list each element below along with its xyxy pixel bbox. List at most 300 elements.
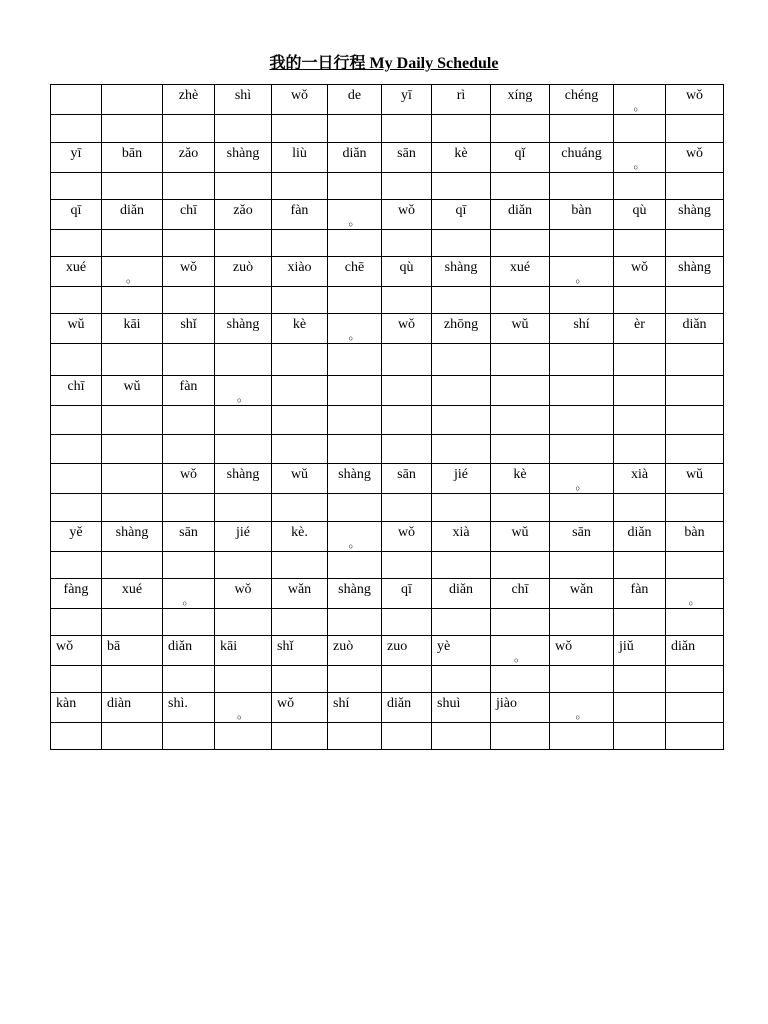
pinyin-syllable: chéng bbox=[564, 88, 599, 103]
pinyin-cell bbox=[215, 522, 272, 552]
pinyin-syllable: shí bbox=[573, 317, 590, 332]
pinyin-cell bbox=[491, 257, 550, 287]
pinyin-cell bbox=[163, 143, 215, 173]
pinyin-row bbox=[51, 200, 724, 230]
writing-cell bbox=[163, 435, 215, 464]
pinyin-cell bbox=[328, 376, 382, 406]
writing-cell bbox=[328, 609, 382, 636]
writing-cell bbox=[550, 552, 614, 579]
pinyin-cell bbox=[272, 579, 328, 609]
pinyin-cell bbox=[272, 314, 328, 344]
writing-cell bbox=[550, 435, 614, 464]
blank-row bbox=[51, 287, 724, 314]
pinyin-cell bbox=[272, 376, 328, 406]
pinyin-cell bbox=[163, 85, 215, 115]
writing-cell bbox=[328, 552, 382, 579]
pinyin-cell bbox=[102, 85, 163, 115]
pinyin-syllable: wǒ bbox=[685, 88, 704, 103]
pinyin-syllable: yě bbox=[69, 525, 83, 540]
pinyin-syllable: rì bbox=[456, 88, 466, 103]
pinyin-syllable bbox=[550, 376, 613, 379]
writing-cell bbox=[272, 723, 328, 750]
writing-cell bbox=[51, 609, 102, 636]
pinyin-syllable: fàn bbox=[290, 203, 309, 218]
writing-cell bbox=[550, 723, 614, 750]
pinyin-cell bbox=[432, 143, 491, 173]
pinyin-syllable: zuo bbox=[387, 639, 408, 654]
pinyin-cell bbox=[102, 636, 163, 666]
pinyin-cell bbox=[491, 376, 550, 406]
writing-cell bbox=[102, 666, 163, 693]
pinyin-cell bbox=[51, 693, 102, 723]
writing-cell bbox=[272, 406, 328, 435]
pinyin-syllable: wǔ bbox=[511, 525, 529, 540]
pinyin-syllable: jiǔ bbox=[619, 639, 634, 654]
blank-row bbox=[51, 435, 724, 464]
pinyin-cell bbox=[102, 376, 163, 406]
writing-cell bbox=[666, 435, 724, 464]
writing-cell bbox=[432, 287, 491, 314]
writing-cell bbox=[272, 552, 328, 579]
writing-cell bbox=[550, 344, 614, 376]
full-stop: 。 bbox=[513, 650, 526, 664]
writing-cell bbox=[491, 344, 550, 376]
writing-cell bbox=[102, 494, 163, 522]
pinyin-cell bbox=[215, 257, 272, 287]
writing-cell bbox=[215, 115, 272, 143]
writing-cell bbox=[272, 287, 328, 314]
pinyin-cell bbox=[550, 85, 614, 115]
pinyin-syllable: diàn bbox=[107, 696, 132, 711]
writing-cell bbox=[491, 609, 550, 636]
pinyin-syllable: diǎn bbox=[507, 203, 533, 218]
writing-cell bbox=[432, 173, 491, 200]
pinyin-syllable: shuì bbox=[437, 696, 461, 711]
writing-cell bbox=[382, 344, 432, 376]
pinyin-cell bbox=[550, 693, 614, 723]
writing-cell bbox=[432, 406, 491, 435]
blank-row bbox=[51, 406, 724, 435]
writing-cell bbox=[666, 287, 724, 314]
pinyin-syllable: de bbox=[347, 88, 362, 103]
pinyin-row bbox=[51, 314, 724, 344]
writing-cell bbox=[163, 666, 215, 693]
pinyin-syllable bbox=[51, 85, 101, 88]
pinyin-syllable: shàng bbox=[226, 146, 260, 161]
writing-cell bbox=[382, 723, 432, 750]
writing-cell bbox=[163, 344, 215, 376]
pinyin-cell bbox=[491, 314, 550, 344]
pinyin-syllable bbox=[102, 85, 162, 88]
pinyin-syllable: wǒ bbox=[234, 582, 252, 597]
pinyin-cell bbox=[382, 464, 432, 494]
pinyin-syllable: wǎn bbox=[569, 582, 594, 597]
pinyin-syllable bbox=[432, 376, 490, 379]
writing-cell bbox=[163, 230, 215, 257]
pinyin-syllable: kè. bbox=[291, 525, 308, 540]
blank-row bbox=[51, 173, 724, 200]
writing-cell bbox=[491, 494, 550, 522]
pinyin-syllable: shàng bbox=[444, 260, 478, 275]
pinyin-syllable: shàng bbox=[338, 582, 371, 597]
pinyin-cell bbox=[102, 143, 163, 173]
writing-cell bbox=[382, 494, 432, 522]
pinyin-syllable: wǔ bbox=[685, 467, 704, 482]
writing-cell bbox=[382, 287, 432, 314]
pinyin-cell bbox=[163, 579, 215, 609]
pinyin-syllable: diǎn bbox=[387, 696, 412, 711]
pinyin-syllable: shàng bbox=[678, 203, 711, 218]
writing-cell bbox=[163, 723, 215, 750]
pinyin-syllable: sān bbox=[572, 525, 591, 540]
writing-cell bbox=[491, 173, 550, 200]
blank-row bbox=[51, 494, 724, 522]
pinyin-syllable: sān bbox=[397, 467, 416, 482]
writing-cell bbox=[272, 115, 328, 143]
pinyin-cell bbox=[491, 579, 550, 609]
pinyin-cell bbox=[382, 200, 432, 230]
pinyin-syllable: qī bbox=[401, 582, 412, 597]
writing-cell bbox=[666, 552, 724, 579]
pinyin-syllable: wǔ bbox=[123, 379, 141, 394]
writing-cell bbox=[51, 230, 102, 257]
pinyin-cell bbox=[666, 693, 724, 723]
pinyin-syllable: shí bbox=[333, 696, 350, 711]
writing-cell bbox=[491, 406, 550, 435]
pinyin-cell bbox=[328, 522, 382, 552]
pinyin-syllable: èr bbox=[634, 317, 645, 332]
pinyin-syllable: zuò bbox=[333, 639, 354, 654]
pinyin-cell bbox=[550, 257, 614, 287]
writing-cell bbox=[382, 552, 432, 579]
pinyin-cell bbox=[102, 314, 163, 344]
pinyin-cell bbox=[382, 693, 432, 723]
pinyin-row bbox=[51, 693, 724, 723]
writing-cell bbox=[163, 173, 215, 200]
pinyin-cell bbox=[382, 143, 432, 173]
pinyin-cell bbox=[432, 579, 491, 609]
pinyin-cell bbox=[666, 143, 724, 173]
writing-cell bbox=[51, 344, 102, 376]
pinyin-syllable: xià bbox=[630, 467, 649, 482]
writing-cell bbox=[328, 666, 382, 693]
pinyin-cell bbox=[51, 314, 102, 344]
writing-cell bbox=[51, 115, 102, 143]
writing-cell bbox=[215, 287, 272, 314]
pinyin-cell bbox=[215, 200, 272, 230]
pinyin-syllable: yī bbox=[401, 88, 412, 103]
pinyin-syllable: wǒ bbox=[630, 260, 649, 275]
pinyin-syllable: xíng bbox=[507, 88, 533, 103]
writing-cell bbox=[382, 230, 432, 257]
writing-cell bbox=[614, 552, 666, 579]
pinyin-syllable bbox=[272, 376, 327, 379]
writing-cell bbox=[432, 435, 491, 464]
writing-cell bbox=[102, 609, 163, 636]
writing-cell bbox=[550, 666, 614, 693]
writing-cell bbox=[102, 723, 163, 750]
full-stop: 。 bbox=[348, 328, 361, 342]
pinyin-syllable: chī bbox=[511, 582, 529, 597]
pinyin-syllable: jiào bbox=[496, 696, 517, 711]
pinyin-cell bbox=[614, 143, 666, 173]
pinyin-syllable: bàn bbox=[571, 203, 592, 218]
writing-cell bbox=[550, 173, 614, 200]
pinyin-cell bbox=[51, 85, 102, 115]
writing-cell bbox=[215, 406, 272, 435]
pinyin-syllable bbox=[614, 376, 665, 379]
pinyin-row bbox=[51, 85, 724, 115]
pinyin-syllable: kàn bbox=[56, 696, 77, 711]
pinyin-cell bbox=[382, 257, 432, 287]
writing-cell bbox=[666, 406, 724, 435]
pinyin-syllable: xià bbox=[452, 525, 470, 540]
writing-cell bbox=[51, 723, 102, 750]
pinyin-cell bbox=[550, 314, 614, 344]
pinyin-cell bbox=[550, 143, 614, 173]
pinyin-cell bbox=[328, 85, 382, 115]
writing-cell bbox=[51, 666, 102, 693]
pinyin-syllable: shǐ bbox=[277, 639, 294, 654]
writing-cell bbox=[550, 230, 614, 257]
pinyin-cell bbox=[272, 522, 328, 552]
pinyin-syllable: fàn bbox=[630, 582, 649, 597]
blank-row bbox=[51, 723, 724, 750]
pinyin-cell bbox=[102, 464, 163, 494]
pinyin-cell bbox=[328, 636, 382, 666]
pinyin-cell bbox=[666, 376, 724, 406]
writing-cell bbox=[382, 115, 432, 143]
writing-cell bbox=[432, 115, 491, 143]
pinyin-cell bbox=[432, 257, 491, 287]
pinyin-cell bbox=[550, 636, 614, 666]
pinyin-syllable: shàng bbox=[226, 317, 260, 332]
pinyin-syllable: wǔ bbox=[511, 317, 529, 332]
pinyin-syllable bbox=[666, 693, 723, 696]
full-stop: 。 bbox=[633, 99, 646, 113]
writing-cell bbox=[432, 230, 491, 257]
pinyin-cell bbox=[550, 522, 614, 552]
writing-cell bbox=[272, 494, 328, 522]
writing-cell bbox=[432, 552, 491, 579]
pinyin-syllable: diǎn bbox=[119, 203, 145, 218]
pinyin-cell bbox=[272, 464, 328, 494]
writing-cell bbox=[215, 666, 272, 693]
pinyin-cell bbox=[491, 464, 550, 494]
pinyin-cell bbox=[432, 693, 491, 723]
pinyin-cell bbox=[215, 85, 272, 115]
writing-cell bbox=[51, 173, 102, 200]
pinyin-syllable: wǒ bbox=[397, 317, 416, 332]
pinyin-row bbox=[51, 522, 724, 552]
pinyin-syllable: wǒ bbox=[397, 203, 416, 218]
pinyin-cell bbox=[163, 522, 215, 552]
pinyin-cell bbox=[272, 200, 328, 230]
writing-cell bbox=[328, 723, 382, 750]
full-stop: 。 bbox=[236, 707, 249, 721]
pinyin-cell bbox=[382, 636, 432, 666]
writing-cell bbox=[51, 552, 102, 579]
pinyin-syllable: qī bbox=[70, 203, 82, 218]
pinyin-cell bbox=[432, 464, 491, 494]
pinyin-syllable bbox=[666, 376, 723, 379]
pinyin-cell bbox=[51, 636, 102, 666]
pinyin-cell bbox=[215, 143, 272, 173]
pinyin-cell bbox=[382, 579, 432, 609]
pinyin-cell bbox=[491, 636, 550, 666]
full-stop: 。 bbox=[575, 478, 588, 492]
pinyin-cell bbox=[328, 579, 382, 609]
writing-cell bbox=[102, 406, 163, 435]
pinyin-cell bbox=[102, 579, 163, 609]
writing-cell bbox=[328, 173, 382, 200]
pinyin-cell bbox=[51, 257, 102, 287]
pinyin-row bbox=[51, 579, 724, 609]
pinyin-cell bbox=[51, 579, 102, 609]
writing-cell bbox=[382, 666, 432, 693]
pinyin-syllable: sān bbox=[397, 146, 416, 161]
pinyin-syllable: sān bbox=[179, 525, 198, 540]
writing-cell bbox=[614, 173, 666, 200]
blank-row bbox=[51, 609, 724, 636]
pinyin-cell bbox=[328, 693, 382, 723]
pinyin-syllable: chuáng bbox=[561, 146, 602, 161]
pinyin-cell bbox=[666, 85, 724, 115]
pinyin-cell bbox=[163, 257, 215, 287]
writing-cell bbox=[666, 494, 724, 522]
writing-cell bbox=[382, 435, 432, 464]
pinyin-syllable: zǎo bbox=[233, 203, 253, 218]
pinyin-syllable: bā bbox=[107, 639, 121, 654]
pinyin-syllable: shàng bbox=[678, 260, 711, 275]
pinyin-cell bbox=[666, 464, 724, 494]
pinyin-cell bbox=[163, 693, 215, 723]
writing-cell bbox=[614, 666, 666, 693]
writing-cell bbox=[382, 406, 432, 435]
pinyin-cell bbox=[163, 376, 215, 406]
pinyin-cell bbox=[102, 693, 163, 723]
pinyin-syllable: diǎn bbox=[342, 146, 367, 161]
blank-row bbox=[51, 552, 724, 579]
pinyin-cell bbox=[272, 257, 328, 287]
pinyin-cell bbox=[163, 636, 215, 666]
writing-cell bbox=[614, 115, 666, 143]
pinyin-syllable bbox=[102, 464, 162, 467]
full-stop: 。 bbox=[348, 214, 361, 228]
writing-cell bbox=[666, 173, 724, 200]
pinyin-syllable bbox=[614, 693, 665, 696]
pinyin-cell bbox=[614, 522, 666, 552]
pinyin-cell bbox=[614, 257, 666, 287]
pinyin-syllable: diǎn bbox=[671, 639, 696, 654]
writing-cell bbox=[328, 406, 382, 435]
writing-cell bbox=[272, 435, 328, 464]
pinyin-cell bbox=[215, 376, 272, 406]
writing-cell bbox=[215, 723, 272, 750]
pinyin-cell bbox=[432, 314, 491, 344]
pinyin-syllable: wǒ bbox=[685, 146, 704, 161]
pinyin-cell bbox=[550, 200, 614, 230]
pinyin-syllable: qī bbox=[455, 203, 467, 218]
pinyin-cell bbox=[666, 522, 724, 552]
pinyin-syllable: yè bbox=[437, 639, 451, 654]
full-stop: 。 bbox=[182, 593, 195, 607]
writing-cell bbox=[432, 494, 491, 522]
pinyin-syllable: wǒ bbox=[555, 639, 573, 654]
pinyin-syllable: zǎo bbox=[178, 146, 199, 161]
writing-cell bbox=[666, 609, 724, 636]
writing-cell bbox=[614, 230, 666, 257]
writing-cell bbox=[614, 609, 666, 636]
pinyin-cell bbox=[328, 257, 382, 287]
pinyin-cell bbox=[432, 522, 491, 552]
writing-cell bbox=[163, 494, 215, 522]
pinyin-cell bbox=[550, 376, 614, 406]
full-stop: 。 bbox=[125, 271, 138, 285]
pinyin-cell bbox=[215, 464, 272, 494]
pinyin-syllable: chī bbox=[179, 203, 198, 218]
pinyin-syllable: kāi bbox=[123, 317, 141, 332]
writing-cell bbox=[163, 552, 215, 579]
pinyin-syllable: wǒ bbox=[179, 467, 198, 482]
pinyin-cell bbox=[550, 464, 614, 494]
pinyin-row bbox=[51, 376, 724, 406]
pinyin-syllable bbox=[328, 376, 381, 379]
pinyin-cell bbox=[328, 314, 382, 344]
pinyin-cell bbox=[382, 85, 432, 115]
pinyin-syllable: wǒ bbox=[179, 260, 198, 275]
pinyin-cell bbox=[382, 314, 432, 344]
pinyin-syllable: shàng bbox=[338, 467, 371, 482]
full-stop: 。 bbox=[575, 707, 588, 721]
writing-cell bbox=[102, 344, 163, 376]
writing-cell bbox=[328, 494, 382, 522]
pinyin-syllable: fàng bbox=[63, 582, 89, 597]
writing-cell bbox=[215, 435, 272, 464]
pinyin-syllable: kāi bbox=[220, 639, 238, 654]
full-stop: 。 bbox=[575, 271, 588, 285]
blank-row bbox=[51, 230, 724, 257]
full-stop: 。 bbox=[236, 390, 249, 404]
pinyin-cell bbox=[51, 464, 102, 494]
pinyin-cell bbox=[51, 200, 102, 230]
pinyin-syllable: wǎn bbox=[287, 582, 312, 597]
pinyin-cell bbox=[614, 464, 666, 494]
writing-cell bbox=[550, 115, 614, 143]
pinyin-row bbox=[51, 143, 724, 173]
pinyin-syllable: wǔ bbox=[290, 467, 309, 482]
writing-cell bbox=[272, 230, 328, 257]
writing-cell bbox=[432, 723, 491, 750]
pinyin-syllable: jié bbox=[236, 525, 250, 540]
writing-cell bbox=[491, 723, 550, 750]
writing-cell bbox=[666, 344, 724, 376]
pinyin-cell bbox=[272, 693, 328, 723]
writing-cell bbox=[666, 723, 724, 750]
writing-cell bbox=[328, 435, 382, 464]
writing-cell bbox=[272, 666, 328, 693]
pinyin-syllable: chī bbox=[67, 379, 85, 394]
pinyin-cell bbox=[272, 143, 328, 173]
writing-cell bbox=[491, 435, 550, 464]
pinyin-cell bbox=[432, 636, 491, 666]
writing-cell bbox=[215, 230, 272, 257]
writing-cell bbox=[102, 287, 163, 314]
writing-cell bbox=[491, 115, 550, 143]
writing-cell bbox=[614, 723, 666, 750]
writing-cell bbox=[163, 115, 215, 143]
writing-cell bbox=[614, 287, 666, 314]
